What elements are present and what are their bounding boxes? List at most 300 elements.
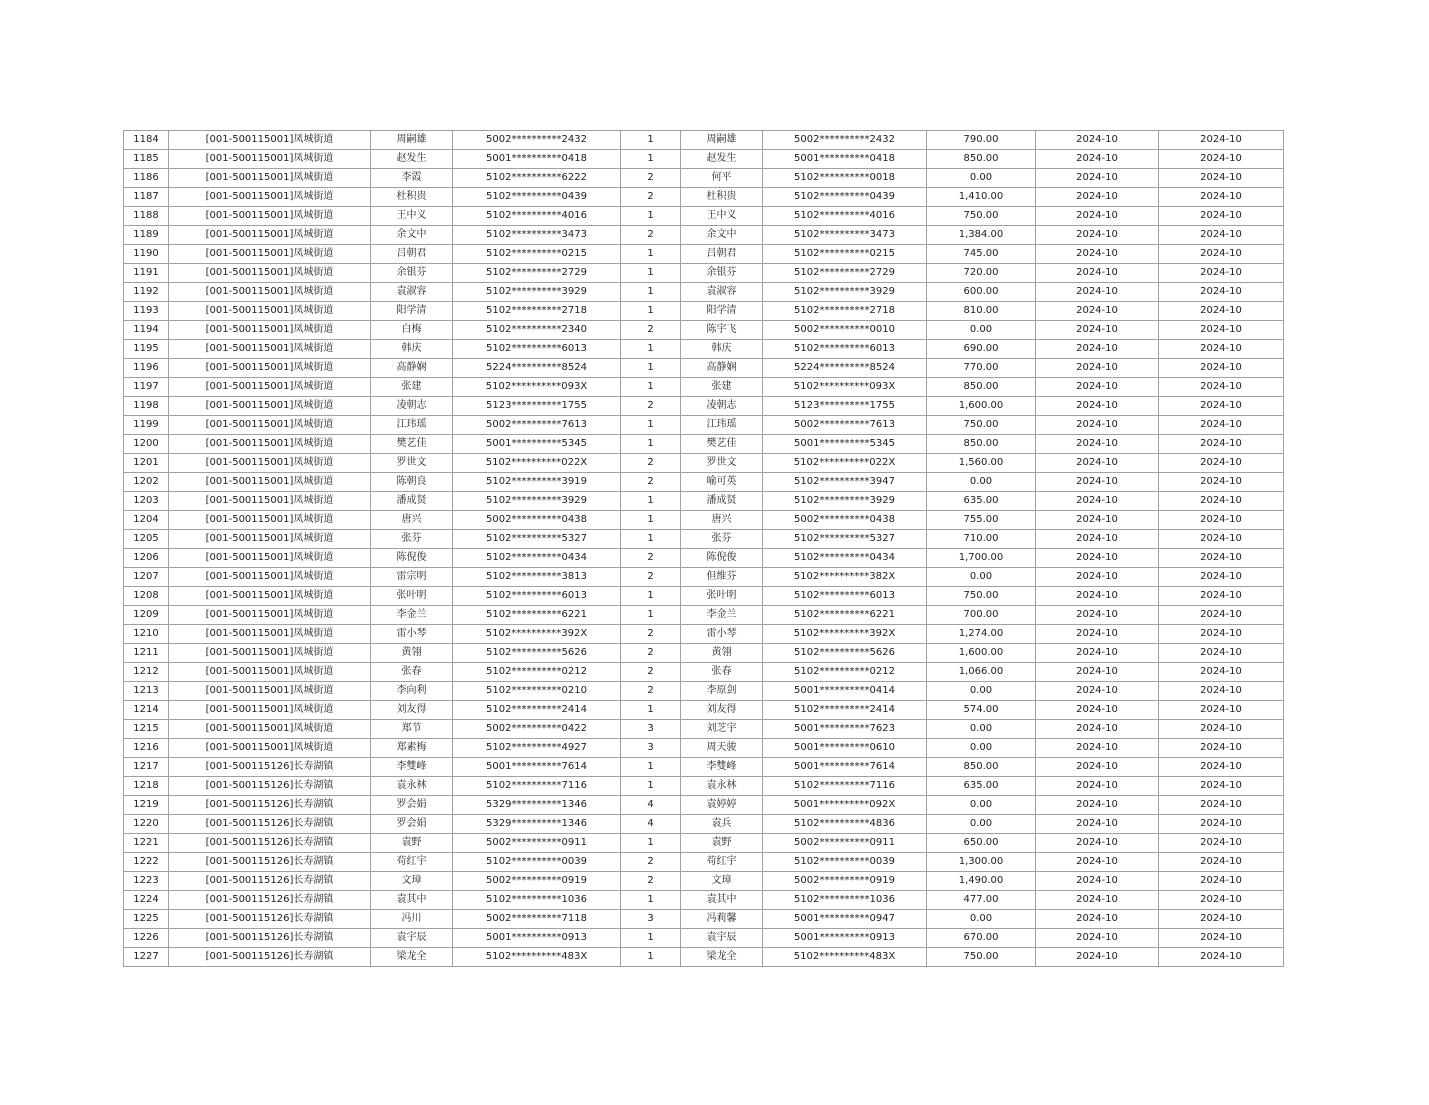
- table-row: [124, 948, 1284, 967]
- id-number-cell: 5002**********0422: [453, 720, 621, 739]
- person-count-cell: 2: [621, 682, 681, 701]
- name-cell: 高静娴: [371, 359, 453, 378]
- payee-name-cell: 王中义: [681, 207, 763, 226]
- amount-cell: 1,700.00: [927, 549, 1036, 568]
- person-count-cell: 3: [621, 910, 681, 929]
- name-cell: 雷小琴: [371, 625, 453, 644]
- payee-name-cell: 高静娴: [681, 359, 763, 378]
- start-month-cell: 2024-10: [1036, 929, 1159, 948]
- row-number-cell: 1190: [124, 245, 169, 264]
- issue-month-cell: 2024-10: [1159, 720, 1284, 739]
- payee-id-number-cell: 5001**********0913: [763, 929, 927, 948]
- issue-month-cell: 2024-10: [1159, 777, 1284, 796]
- amount-cell: 0.00: [927, 720, 1036, 739]
- start-month-cell: 2024-10: [1036, 853, 1159, 872]
- id-number-cell: 5001**********0418: [453, 150, 621, 169]
- district-cell: [001-500115001]凤城街道: [169, 340, 371, 359]
- amount-cell: 790.00: [927, 131, 1036, 150]
- payee-id-number-cell: 5102**********0215: [763, 245, 927, 264]
- name-cell: 李霞: [371, 169, 453, 188]
- person-count-cell: 4: [621, 815, 681, 834]
- payee-id-number-cell: 5001**********0610: [763, 739, 927, 758]
- table-row: [124, 169, 1284, 188]
- person-count-cell: 2: [621, 663, 681, 682]
- id-number-cell: 5002**********0911: [453, 834, 621, 853]
- table-row: [124, 188, 1284, 207]
- payee-name-cell: 樊艺佳: [681, 435, 763, 454]
- payee-name-cell: 江玮瑶: [681, 416, 763, 435]
- table-row: [124, 568, 1284, 587]
- payee-id-number-cell: 5102**********0039: [763, 853, 927, 872]
- id-number-cell: 5102**********3919: [453, 473, 621, 492]
- payee-name-cell: 周嗣雄: [681, 131, 763, 150]
- id-number-cell: 5102**********6222: [453, 169, 621, 188]
- table-row: [124, 701, 1284, 720]
- start-month-cell: 2024-10: [1036, 948, 1159, 967]
- payee-name-cell: 李金兰: [681, 606, 763, 625]
- payee-name-cell: 陈宇飞: [681, 321, 763, 340]
- name-cell: 陈朝良: [371, 473, 453, 492]
- issue-month-cell: 2024-10: [1159, 416, 1284, 435]
- payee-id-number-cell: 5001**********0418: [763, 150, 927, 169]
- id-number-cell: 5102**********0210: [453, 682, 621, 701]
- id-number-cell: 5102**********7116: [453, 777, 621, 796]
- name-cell: 梁龙全: [371, 948, 453, 967]
- id-number-cell: 5002**********2432: [453, 131, 621, 150]
- issue-month-cell: 2024-10: [1159, 188, 1284, 207]
- person-count-cell: 2: [621, 625, 681, 644]
- row-number-cell: 1200: [124, 435, 169, 454]
- name-cell: 陈倪俊: [371, 549, 453, 568]
- issue-month-cell: 2024-10: [1159, 397, 1284, 416]
- id-number-cell: 5329**********1346: [453, 796, 621, 815]
- payee-id-number-cell: 5102**********5626: [763, 644, 927, 663]
- start-month-cell: 2024-10: [1036, 416, 1159, 435]
- name-cell: 周嗣雄: [371, 131, 453, 150]
- name-cell: 罗会娟: [371, 796, 453, 815]
- start-month-cell: 2024-10: [1036, 701, 1159, 720]
- name-cell: 凌朝志: [371, 397, 453, 416]
- id-number-cell: 5102**********2729: [453, 264, 621, 283]
- issue-month-cell: 2024-10: [1159, 644, 1284, 663]
- id-number-cell: 5102**********1036: [453, 891, 621, 910]
- district-cell: [001-500115001]凤城街道: [169, 264, 371, 283]
- id-number-cell: 5102**********5626: [453, 644, 621, 663]
- table-row: [124, 530, 1284, 549]
- payee-name-cell: 喻可英: [681, 473, 763, 492]
- id-number-cell: 5102**********483X: [453, 948, 621, 967]
- table-row: [124, 758, 1284, 777]
- start-month-cell: 2024-10: [1036, 283, 1159, 302]
- person-count-cell: 1: [621, 378, 681, 397]
- payee-id-number-cell: 5123**********1755: [763, 397, 927, 416]
- issue-month-cell: 2024-10: [1159, 701, 1284, 720]
- start-month-cell: 2024-10: [1036, 131, 1159, 150]
- amount-cell: 850.00: [927, 435, 1036, 454]
- payee-id-number-cell: 5102**********392X: [763, 625, 927, 644]
- start-month-cell: 2024-10: [1036, 587, 1159, 606]
- name-cell: 冯川: [371, 910, 453, 929]
- payee-name-cell: 苟红宇: [681, 853, 763, 872]
- payee-name-cell: 刘友得: [681, 701, 763, 720]
- payee-id-number-cell: 5001**********0947: [763, 910, 927, 929]
- table-row: [124, 606, 1284, 625]
- issue-month-cell: 2024-10: [1159, 169, 1284, 188]
- row-number-cell: 1189: [124, 226, 169, 245]
- id-number-cell: 5001**********0913: [453, 929, 621, 948]
- person-count-cell: 1: [621, 511, 681, 530]
- name-cell: 袁其中: [371, 891, 453, 910]
- issue-month-cell: 2024-10: [1159, 568, 1284, 587]
- person-count-cell: 1: [621, 150, 681, 169]
- amount-cell: 0.00: [927, 682, 1036, 701]
- row-number-cell: 1184: [124, 131, 169, 150]
- row-number-cell: 1199: [124, 416, 169, 435]
- start-month-cell: 2024-10: [1036, 606, 1159, 625]
- id-number-cell: 5102**********392X: [453, 625, 621, 644]
- start-month-cell: 2024-10: [1036, 226, 1159, 245]
- payee-name-cell: 冯莉馨: [681, 910, 763, 929]
- district-cell: [001-500115126]长寿湖镇: [169, 758, 371, 777]
- payee-id-number-cell: 5102**********0434: [763, 549, 927, 568]
- name-cell: 余银芬: [371, 264, 453, 283]
- issue-month-cell: 2024-10: [1159, 891, 1284, 910]
- id-number-cell: 5002**********0438: [453, 511, 621, 530]
- payee-id-number-cell: 5002**********2432: [763, 131, 927, 150]
- district-cell: [001-500115001]凤城街道: [169, 701, 371, 720]
- payee-id-number-cell: 5001**********7623: [763, 720, 927, 739]
- person-count-cell: 3: [621, 739, 681, 758]
- id-number-cell: 5102**********2340: [453, 321, 621, 340]
- payee-name-cell: 黄翎: [681, 644, 763, 663]
- table-row: [124, 891, 1284, 910]
- payee-id-number-cell: 5102**********093X: [763, 378, 927, 397]
- issue-month-cell: 2024-10: [1159, 872, 1284, 891]
- payee-name-cell: 雷小琴: [681, 625, 763, 644]
- amount-cell: 1,490.00: [927, 872, 1036, 891]
- issue-month-cell: 2024-10: [1159, 682, 1284, 701]
- issue-month-cell: 2024-10: [1159, 834, 1284, 853]
- district-cell: [001-500115001]凤城街道: [169, 625, 371, 644]
- table-row: [124, 720, 1284, 739]
- person-count-cell: 4: [621, 796, 681, 815]
- amount-cell: 810.00: [927, 302, 1036, 321]
- payee-id-number-cell: 5102**********2729: [763, 264, 927, 283]
- payee-id-number-cell: 5102**********0018: [763, 169, 927, 188]
- payee-name-cell: 刘芝宇: [681, 720, 763, 739]
- payee-name-cell: 杜积贵: [681, 188, 763, 207]
- person-count-cell: 2: [621, 568, 681, 587]
- issue-month-cell: 2024-10: [1159, 853, 1284, 872]
- table-row: [124, 511, 1284, 530]
- name-cell: 唐兴: [371, 511, 453, 530]
- id-number-cell: 5102**********3473: [453, 226, 621, 245]
- row-number-cell: 1214: [124, 701, 169, 720]
- payee-id-number-cell: 5001**********0414: [763, 682, 927, 701]
- start-month-cell: 2024-10: [1036, 511, 1159, 530]
- amount-cell: 1,300.00: [927, 853, 1036, 872]
- amount-cell: 710.00: [927, 530, 1036, 549]
- person-count-cell: 1: [621, 131, 681, 150]
- table-row: [124, 834, 1284, 853]
- start-month-cell: 2024-10: [1036, 492, 1159, 511]
- person-count-cell: 1: [621, 606, 681, 625]
- start-month-cell: 2024-10: [1036, 720, 1159, 739]
- person-count-cell: 1: [621, 948, 681, 967]
- name-cell: 刘友得: [371, 701, 453, 720]
- district-cell: [001-500115126]长寿湖镇: [169, 948, 371, 967]
- row-number-cell: 1224: [124, 891, 169, 910]
- start-month-cell: 2024-10: [1036, 530, 1159, 549]
- start-month-cell: 2024-10: [1036, 150, 1159, 169]
- row-number-cell: 1201: [124, 454, 169, 473]
- person-count-cell: 2: [621, 473, 681, 492]
- id-number-cell: 5002**********0919: [453, 872, 621, 891]
- issue-month-cell: 2024-10: [1159, 283, 1284, 302]
- row-number-cell: 1223: [124, 872, 169, 891]
- person-count-cell: 2: [621, 397, 681, 416]
- payee-id-number-cell: 5002**********0919: [763, 872, 927, 891]
- issue-month-cell: 2024-10: [1159, 245, 1284, 264]
- table-row: [124, 416, 1284, 435]
- issue-month-cell: 2024-10: [1159, 454, 1284, 473]
- row-number-cell: 1208: [124, 587, 169, 606]
- row-number-cell: 1192: [124, 283, 169, 302]
- row-number-cell: 1211: [124, 644, 169, 663]
- payee-name-cell: 潘成贤: [681, 492, 763, 511]
- amount-cell: 690.00: [927, 340, 1036, 359]
- name-cell: 吕朝君: [371, 245, 453, 264]
- district-cell: [001-500115001]凤城街道: [169, 245, 371, 264]
- payee-name-cell: 张芬: [681, 530, 763, 549]
- row-number-cell: 1210: [124, 625, 169, 644]
- id-number-cell: 5102**********6221: [453, 606, 621, 625]
- row-number-cell: 1205: [124, 530, 169, 549]
- amount-cell: 0.00: [927, 321, 1036, 340]
- amount-cell: 750.00: [927, 416, 1036, 435]
- district-cell: [001-500115001]凤城街道: [169, 644, 371, 663]
- issue-month-cell: 2024-10: [1159, 948, 1284, 967]
- district-cell: [001-500115126]长寿湖镇: [169, 910, 371, 929]
- district-cell: [001-500115001]凤城街道: [169, 188, 371, 207]
- issue-month-cell: 2024-10: [1159, 663, 1284, 682]
- table-row: [124, 682, 1284, 701]
- name-cell: 雷宗明: [371, 568, 453, 587]
- id-number-cell: 5102**********3813: [453, 568, 621, 587]
- id-number-cell: 5001**********7614: [453, 758, 621, 777]
- district-cell: [001-500115001]凤城街道: [169, 397, 371, 416]
- start-month-cell: 2024-10: [1036, 872, 1159, 891]
- person-count-cell: 1: [621, 245, 681, 264]
- district-cell: [001-500115001]凤城街道: [169, 378, 371, 397]
- row-number-cell: 1188: [124, 207, 169, 226]
- amount-cell: 0.00: [927, 815, 1036, 834]
- person-count-cell: 1: [621, 207, 681, 226]
- table-row: [124, 131, 1284, 150]
- amount-cell: 1,066.00: [927, 663, 1036, 682]
- payee-name-cell: 唐兴: [681, 511, 763, 530]
- payee-id-number-cell: 5002**********0010: [763, 321, 927, 340]
- district-cell: [001-500115001]凤城街道: [169, 283, 371, 302]
- row-number-cell: 1191: [124, 264, 169, 283]
- name-cell: 王中义: [371, 207, 453, 226]
- payee-name-cell: 张叶明: [681, 587, 763, 606]
- payee-name-cell: 袁兵: [681, 815, 763, 834]
- issue-month-cell: 2024-10: [1159, 302, 1284, 321]
- issue-month-cell: 2024-10: [1159, 796, 1284, 815]
- id-number-cell: 5102**********093X: [453, 378, 621, 397]
- issue-month-cell: 2024-10: [1159, 131, 1284, 150]
- payee-name-cell: 余文中: [681, 226, 763, 245]
- table-row: [124, 359, 1284, 378]
- payee-id-number-cell: 5001**********5345: [763, 435, 927, 454]
- payee-name-cell: 凌朝志: [681, 397, 763, 416]
- issue-month-cell: 2024-10: [1159, 815, 1284, 834]
- payee-id-number-cell: 5102**********4836: [763, 815, 927, 834]
- id-number-cell: 5002**********7613: [453, 416, 621, 435]
- payee-id-number-cell: 5102**********3947: [763, 473, 927, 492]
- payee-id-number-cell: 5102**********483X: [763, 948, 927, 967]
- district-cell: [001-500115001]凤城街道: [169, 169, 371, 188]
- issue-month-cell: 2024-10: [1159, 150, 1284, 169]
- table-row: [124, 207, 1284, 226]
- row-number-cell: 1185: [124, 150, 169, 169]
- start-month-cell: 2024-10: [1036, 796, 1159, 815]
- row-number-cell: 1225: [124, 910, 169, 929]
- payee-name-cell: 李原剑: [681, 682, 763, 701]
- name-cell: 杜积贵: [371, 188, 453, 207]
- name-cell: 袁野: [371, 834, 453, 853]
- row-number-cell: 1206: [124, 549, 169, 568]
- name-cell: 张芬: [371, 530, 453, 549]
- district-cell: [001-500115126]长寿湖镇: [169, 853, 371, 872]
- payee-id-number-cell: 5102**********3929: [763, 492, 927, 511]
- start-month-cell: 2024-10: [1036, 815, 1159, 834]
- start-month-cell: 2024-10: [1036, 169, 1159, 188]
- start-month-cell: 2024-10: [1036, 359, 1159, 378]
- person-count-cell: 1: [621, 891, 681, 910]
- district-cell: [001-500115001]凤城街道: [169, 226, 371, 245]
- district-cell: [001-500115001]凤城街道: [169, 454, 371, 473]
- person-count-cell: 2: [621, 321, 681, 340]
- id-number-cell: 5102**********0039: [453, 853, 621, 872]
- start-month-cell: 2024-10: [1036, 568, 1159, 587]
- row-number-cell: 1221: [124, 834, 169, 853]
- table-row: [124, 283, 1284, 302]
- person-count-cell: 1: [621, 587, 681, 606]
- amount-cell: 600.00: [927, 283, 1036, 302]
- row-number-cell: 1220: [124, 815, 169, 834]
- id-number-cell: 5123**********1755: [453, 397, 621, 416]
- district-cell: [001-500115126]长寿湖镇: [169, 796, 371, 815]
- amount-cell: 1,410.00: [927, 188, 1036, 207]
- table-row: [124, 397, 1284, 416]
- district-cell: [001-500115001]凤城街道: [169, 682, 371, 701]
- amount-cell: 0.00: [927, 796, 1036, 815]
- payee-name-cell: 陈倪俊: [681, 549, 763, 568]
- amount-cell: 720.00: [927, 264, 1036, 283]
- payee-id-number-cell: 5002**********0438: [763, 511, 927, 530]
- person-count-cell: 2: [621, 169, 681, 188]
- amount-cell: 700.00: [927, 606, 1036, 625]
- table-row: [124, 872, 1284, 891]
- start-month-cell: 2024-10: [1036, 340, 1159, 359]
- id-number-cell: 5224**********8524: [453, 359, 621, 378]
- amount-cell: 0.00: [927, 473, 1036, 492]
- amount-cell: 477.00: [927, 891, 1036, 910]
- table-body: [124, 131, 1284, 967]
- district-cell: [001-500115001]凤城街道: [169, 302, 371, 321]
- start-month-cell: 2024-10: [1036, 549, 1159, 568]
- issue-month-cell: 2024-10: [1159, 492, 1284, 511]
- issue-month-cell: 2024-10: [1159, 340, 1284, 359]
- amount-cell: 0.00: [927, 739, 1036, 758]
- payee-name-cell: 周天骏: [681, 739, 763, 758]
- issue-month-cell: 2024-10: [1159, 473, 1284, 492]
- issue-month-cell: 2024-10: [1159, 264, 1284, 283]
- row-number-cell: 1212: [124, 663, 169, 682]
- district-cell: [001-500115126]长寿湖镇: [169, 777, 371, 796]
- issue-month-cell: 2024-10: [1159, 530, 1284, 549]
- issue-month-cell: 2024-10: [1159, 226, 1284, 245]
- payee-id-number-cell: 5224**********8524: [763, 359, 927, 378]
- start-month-cell: 2024-10: [1036, 644, 1159, 663]
- start-month-cell: 2024-10: [1036, 777, 1159, 796]
- row-number-cell: 1194: [124, 321, 169, 340]
- amount-cell: 0.00: [927, 910, 1036, 929]
- name-cell: 李雙峰: [371, 758, 453, 777]
- payee-name-cell: 张春: [681, 663, 763, 682]
- start-month-cell: 2024-10: [1036, 739, 1159, 758]
- payee-name-cell: 袁其中: [681, 891, 763, 910]
- payee-name-cell: 吕朝君: [681, 245, 763, 264]
- issue-month-cell: 2024-10: [1159, 378, 1284, 397]
- id-number-cell: 5102**********4016: [453, 207, 621, 226]
- amount-cell: 1,600.00: [927, 397, 1036, 416]
- person-count-cell: 3: [621, 720, 681, 739]
- table-row: [124, 777, 1284, 796]
- name-cell: 罗世文: [371, 454, 453, 473]
- district-cell: [001-500115126]长寿湖镇: [169, 929, 371, 948]
- amount-cell: 750.00: [927, 207, 1036, 226]
- person-count-cell: 1: [621, 283, 681, 302]
- name-cell: 韩庆: [371, 340, 453, 359]
- row-number-cell: 1218: [124, 777, 169, 796]
- payee-id-number-cell: 5102**********1036: [763, 891, 927, 910]
- start-month-cell: 2024-10: [1036, 663, 1159, 682]
- row-number-cell: 1215: [124, 720, 169, 739]
- issue-month-cell: 2024-10: [1159, 207, 1284, 226]
- id-number-cell: 5102**********0212: [453, 663, 621, 682]
- row-number-cell: 1222: [124, 853, 169, 872]
- payee-id-number-cell: 5102**********7116: [763, 777, 927, 796]
- district-cell: [001-500115001]凤城街道: [169, 549, 371, 568]
- person-count-cell: 1: [621, 777, 681, 796]
- name-cell: 樊艺佳: [371, 435, 453, 454]
- table-row: [124, 910, 1284, 929]
- payee-id-number-cell: 5102**********5327: [763, 530, 927, 549]
- payee-id-number-cell: 5102**********3473: [763, 226, 927, 245]
- row-number-cell: 1197: [124, 378, 169, 397]
- name-cell: 郑素梅: [371, 739, 453, 758]
- name-cell: 苟红宇: [371, 853, 453, 872]
- row-number-cell: 1227: [124, 948, 169, 967]
- person-count-cell: 1: [621, 929, 681, 948]
- issue-month-cell: 2024-10: [1159, 359, 1284, 378]
- person-count-cell: 1: [621, 834, 681, 853]
- amount-cell: 1,384.00: [927, 226, 1036, 245]
- table-row: [124, 796, 1284, 815]
